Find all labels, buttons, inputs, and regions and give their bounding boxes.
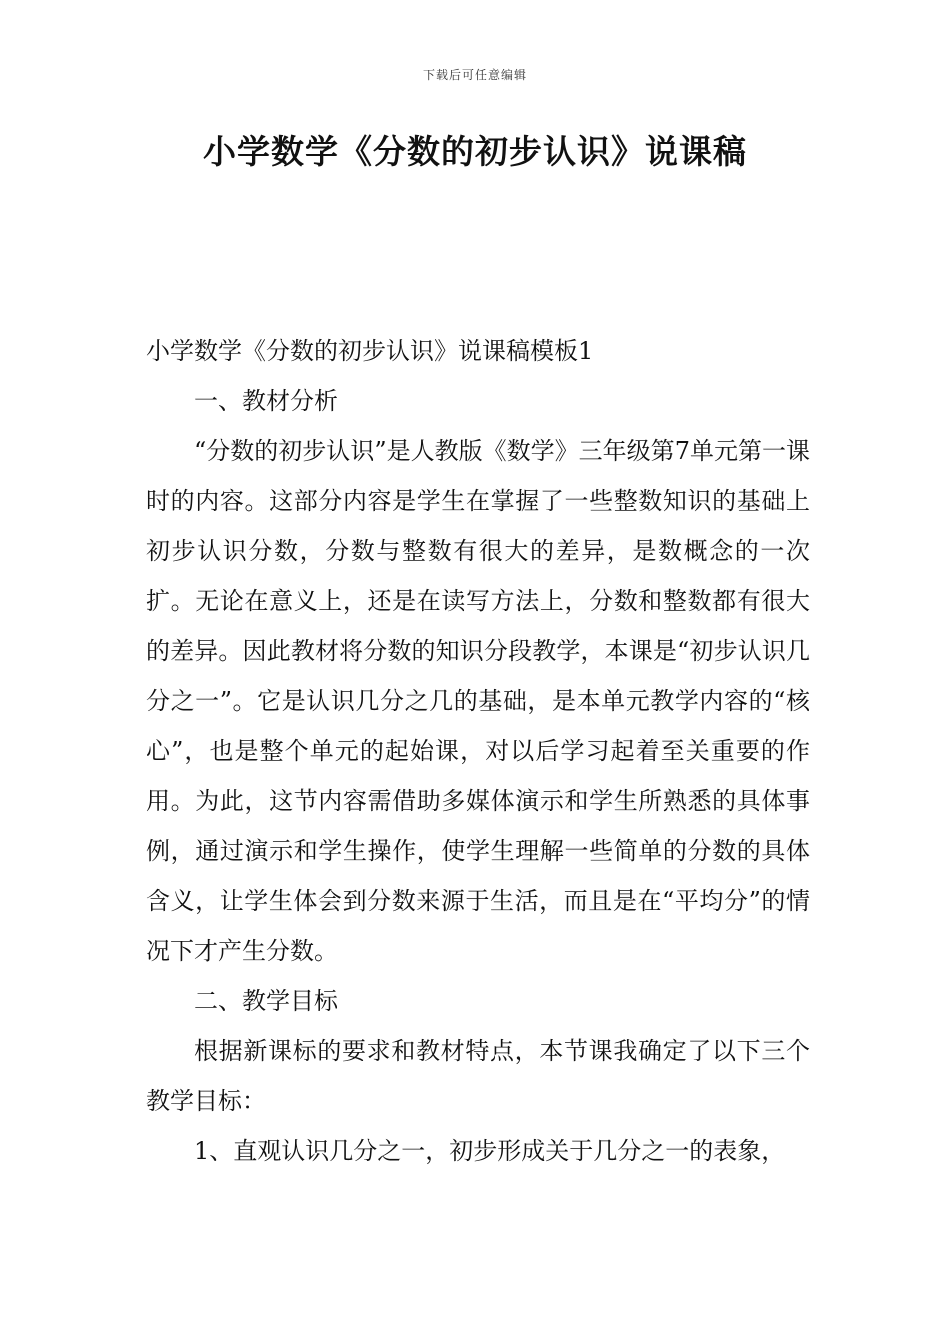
paragraph-textbook-analysis: “分数的初步认识”是人教版《数学》三年级第7单元第一课时的内容。这部分内容是学生在掌握了一些整数知识的基础上初步认识分数，分数与整数有很大的差异，是数概念的一次扩。无论在意义上，还是在读写方法上，分数和整数都有很大的差异。因此教材将分数的知识分段教学，本课是“初步认识几分之一”。它是认识几分之几的基础，是本单元教学内容的“核心”，也是整个单元的起始课，对以后学习起着至关重要的作用。为此，这节内容需借助多媒体演示和学生所熟悉的具体事例，通过演示和学生操作，使学生理解一些简单的分数的具体含义，让学生体会到分数来源于生活，而且是在“平均分”的情况下才产生分数。 <box>146 437 810 965</box>
header-note: 下载后可任意编辑 <box>422 68 527 82</box>
document-body <box>146 326 810 1176</box>
template-subtitle: 小学数学《分数的初步认识》说课稿模板1 <box>146 337 594 365</box>
objective-item-1: 1、直观认识几分之一，初步形成关于几分之一的表象， <box>194 1137 786 1165</box>
section-heading-teaching-objectives: 二、教学目标 <box>194 987 338 1015</box>
document-title: 小学数学《分数的初步认识》说课稿 <box>203 132 747 171</box>
paragraph-teaching-objectives: 根据新课标的要求和教材特点，本节课我确定了以下三个教学目标： <box>146 1037 810 1115</box>
section-heading-textbook-analysis: 一、教材分析 <box>194 387 338 415</box>
